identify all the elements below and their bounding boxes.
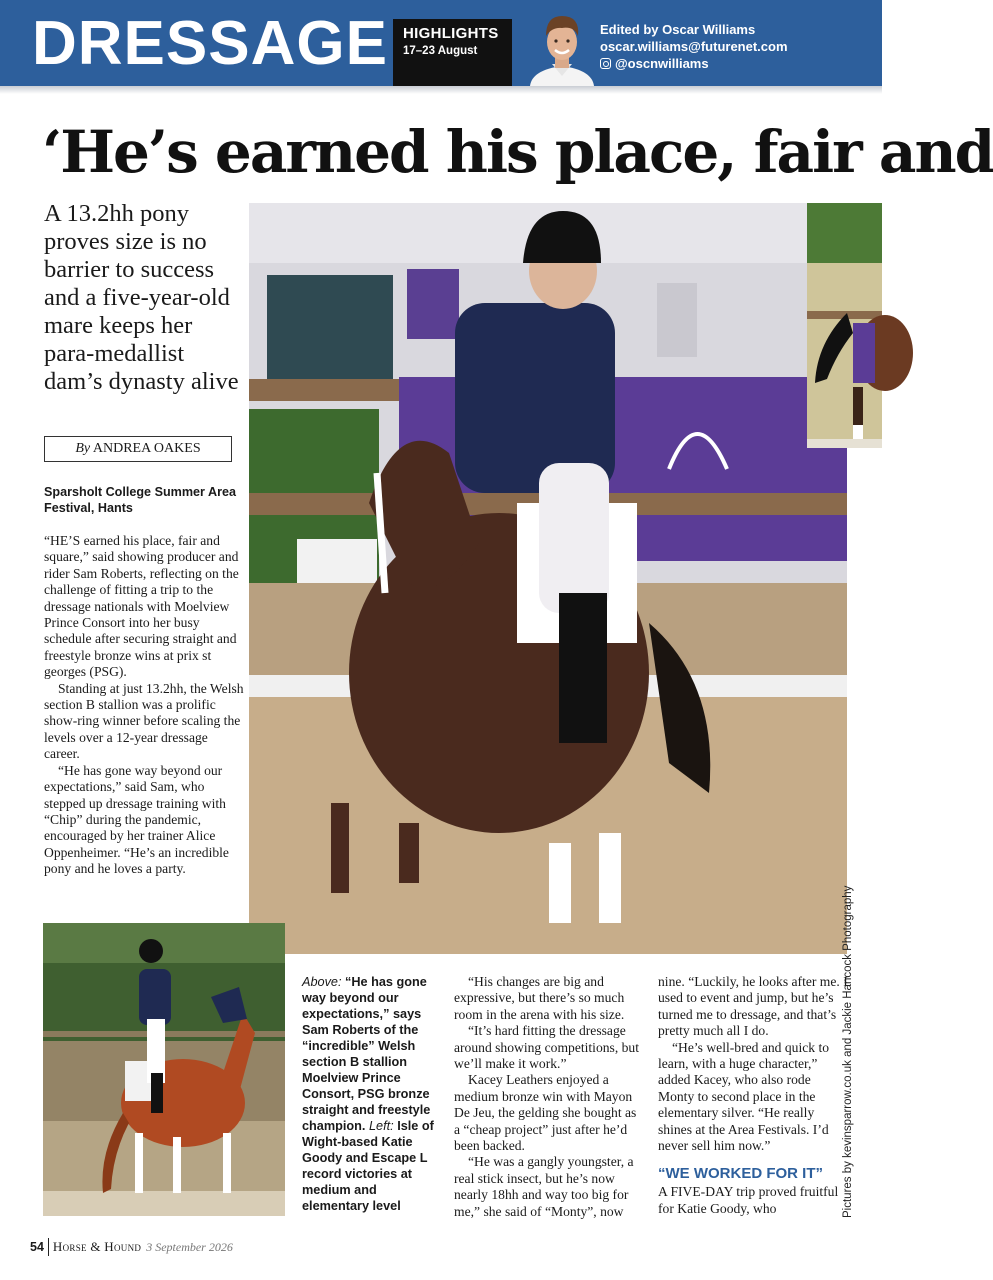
main-photo-sam-roberts — [249, 203, 847, 954]
byline-author: ANDREA OAKES — [92, 441, 201, 456]
instagram-icon — [600, 58, 611, 69]
caption-left-label: Left: — [368, 1119, 394, 1133]
event-location: Sparsholt College Summer Area Festival, Hants — [44, 485, 236, 515]
editor-portrait — [522, 6, 602, 86]
page-footer — [30, 1238, 233, 1256]
editor-email[interactable]: oscar.williams@futurenet.com — [600, 39, 788, 54]
paragraph: “HE’S earned his place, fair and square,” said showing producer and rider Sam Roberts, reflecting on the challenge of fitting a trip to the dressage nationals with Moelview Prince Consort into her busy schedule after securing straight and freestyle bronze wins at prix st georges (PSG). — [44, 533, 239, 680]
paragraph: nine. “Luckily, he looks after me. I used to event and jump, but he’s turned me to dressage, and that’s pretty much all I do. — [658, 974, 848, 1039]
paragraph: Kacey Leathers enjoyed a medium bronze win with Mayon De Jeu, the gelding she bought as a “cheap project” just after he’d been backed. — [454, 1072, 637, 1154]
section-title: DRESSAGE — [32, 9, 388, 78]
caption-above-text: “He has gone way beyond our expectations,” says Sam Roberts of the “incredible” Welsh section B stallion Moelview Prince Consort, PSG bronze straight and freestyle champion. — [302, 975, 431, 1133]
editor-name: Edited by Oscar Williams — [600, 22, 756, 37]
paragraph: “He has gone way beyond our expectations,” said Sam, who stepped up dressage training with “Chip” during the pandemic, encouraged by her trainer Alice Oppenheimer. “He’s an incredible pony and he loves a party. — [44, 762, 229, 877]
header-shadow — [0, 86, 882, 94]
page-number: 54 — [30, 1240, 44, 1254]
body-column-left — [44, 533, 244, 878]
side-photo-cropped — [807, 203, 882, 448]
body-column-middle — [454, 974, 641, 1220]
issue-date: 3 September 2026 — [146, 1240, 233, 1254]
paragraph: Standing at just 13.2hh, the Welsh section B stallion was a prolific show-ring winner before scaling the levels over a 12-year dressage career. — [44, 680, 244, 762]
paragraph: A FIVE-DAY trip proved fruitful for Katie Goody, who — [658, 1184, 839, 1216]
paragraph: “His changes are big and expressive, but there’s so much room in the arena with his size. — [454, 974, 625, 1022]
paragraph: “It’s hard fitting the dressage around showing competitions, but we’ll make it work.” — [454, 1023, 640, 1072]
editor-social-handle[interactable]: @oscnwilliams — [615, 56, 709, 71]
editor-info — [600, 21, 788, 72]
paragraph: “He was a gangly youngster, a real stick insect, but he’s now nearly 18hh and way too big for me,” she said of “Monty”, now — [454, 1154, 634, 1219]
footer-divider — [48, 1238, 49, 1256]
left-photo-katie-goody — [43, 923, 285, 1216]
byline-prefix: By — [75, 441, 91, 456]
article-headline: ‘He’s earned his place, fair and — [42, 118, 993, 186]
subhead: “WE WORKED FOR IT” — [658, 1165, 823, 1183]
byline — [44, 436, 232, 462]
caption-left-text: Isle of Wight-based Katie Goody and Escape L record victories at medium and elementary level — [302, 1119, 434, 1213]
highlights-box — [393, 19, 512, 86]
photo-credit: Pictures by kevinsparrow.co.uk and Jackie Hancock Photography — [842, 885, 854, 1218]
standfirst: A 13.2hh pony proves size is no barrier to success and a five-year-old mare keeps her para-medallist dam’s dynasty alive — [44, 200, 239, 395]
highlights-label: HIGHLIGHTS — [403, 25, 499, 42]
editor-social-line — [600, 55, 788, 72]
body-column-right — [658, 974, 848, 1217]
caption-above-label: Above: — [302, 975, 342, 989]
magazine-name: Horse & Hound — [52, 1239, 142, 1254]
photo-caption — [302, 974, 442, 1214]
paragraph: “He’s well-bred and quick to learn, with a huge character,” added Kacey, who also rode Monty to second place in the elementary silver. “He really shines at the Area Festivals. I’d never sell him now.” — [658, 1039, 830, 1154]
highlights-dates: 17–23 August — [403, 45, 478, 57]
